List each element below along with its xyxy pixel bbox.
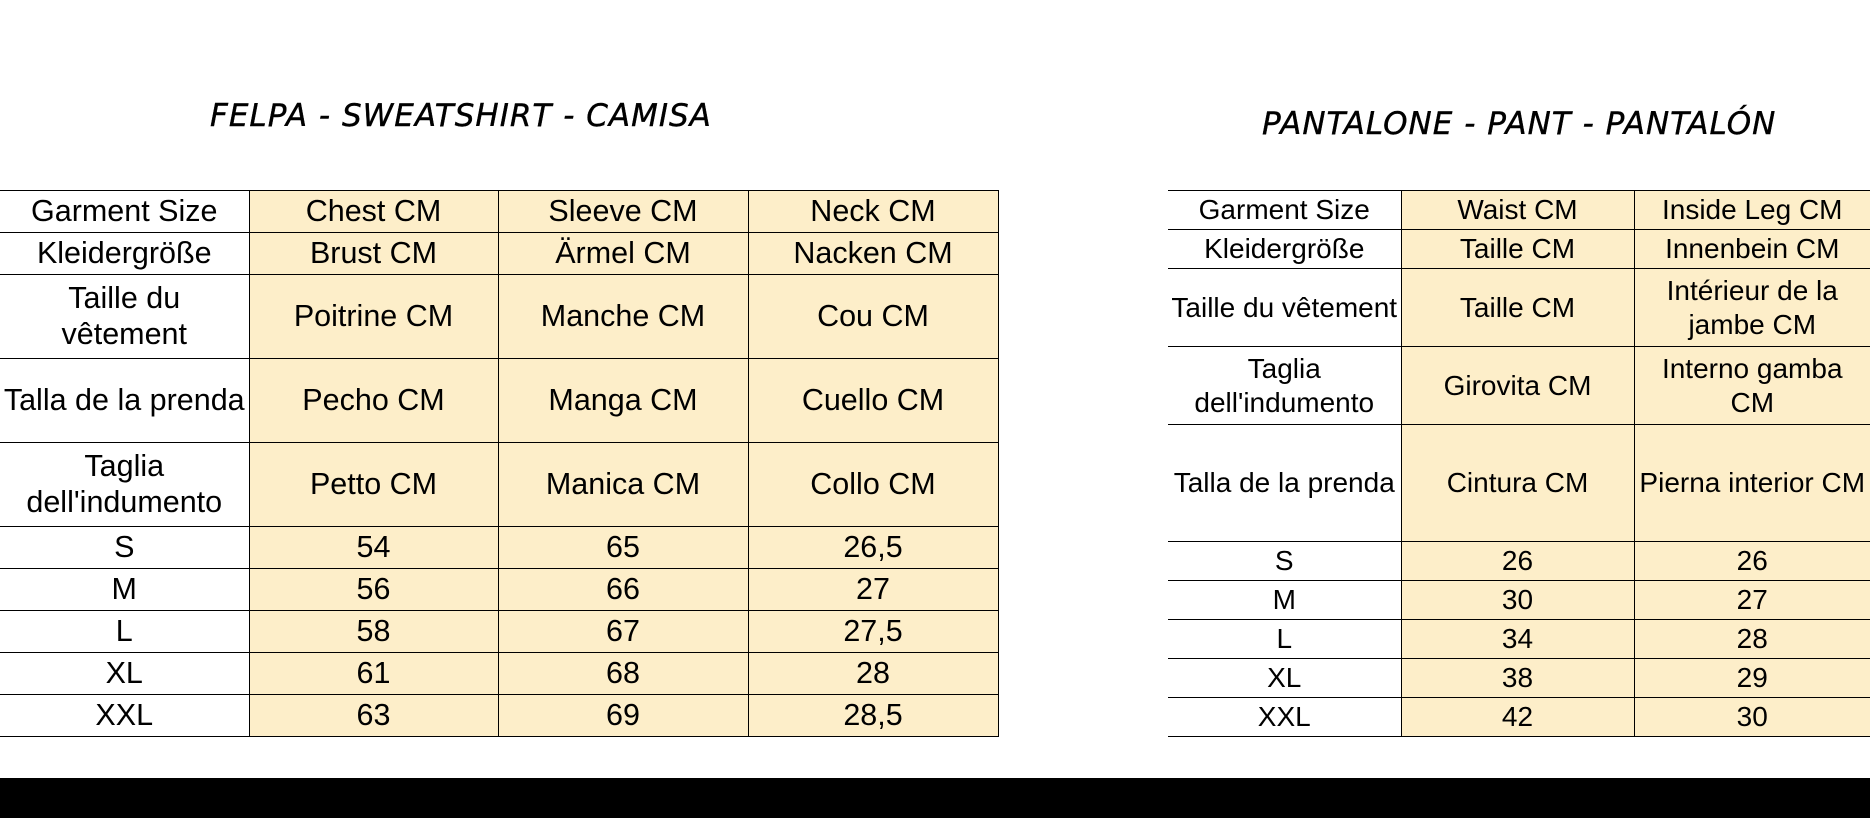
sweatshirt-size-table — [0, 190, 999, 737]
header-cell: Neck CM — [748, 191, 998, 233]
size-cell: XXL — [0, 695, 249, 737]
value-cell: 67 — [498, 611, 748, 653]
value-cell: 42 — [1401, 698, 1634, 737]
header-cell: Taille CM — [1401, 230, 1634, 269]
value-cell: 63 — [249, 695, 498, 737]
header-cell: Poitrine CM — [249, 275, 498, 359]
value-cell: 27 — [748, 569, 998, 611]
table-row — [0, 653, 998, 695]
value-cell: 26 — [1634, 542, 1870, 581]
header-cell: Interno gamba CM — [1634, 347, 1870, 425]
header-cell: Manica CM — [498, 443, 748, 527]
pant-size-table — [1168, 190, 1870, 737]
header-cell: Garment Size — [0, 191, 249, 233]
header-cell: Cuello CM — [748, 359, 998, 443]
value-cell: 26,5 — [748, 527, 998, 569]
header-cell: Inside Leg CM — [1634, 191, 1870, 230]
header-cell: Talla de la prenda — [0, 359, 249, 443]
table-row — [1168, 581, 1870, 620]
header-cell: Collo CM — [748, 443, 998, 527]
size-cell: XXL — [1168, 698, 1401, 737]
header-cell: Garment Size — [1168, 191, 1401, 230]
size-cell: S — [1168, 542, 1401, 581]
table-header-row — [0, 359, 998, 443]
value-cell: 69 — [498, 695, 748, 737]
pant-title: PANTALONE - PANT - PANTALÓN — [1262, 106, 1777, 142]
table-header-row — [0, 191, 998, 233]
value-cell: 66 — [498, 569, 748, 611]
table-row — [0, 695, 998, 737]
header-cell: Taille du vêtement — [0, 275, 249, 359]
value-cell: 38 — [1401, 659, 1634, 698]
table-row — [1168, 698, 1870, 737]
header-cell: Girovita CM — [1401, 347, 1634, 425]
header-cell: Innenbein CM — [1634, 230, 1870, 269]
value-cell: 61 — [249, 653, 498, 695]
value-cell: 65 — [498, 527, 748, 569]
value-cell: 28,5 — [748, 695, 998, 737]
header-cell: Brust CM — [249, 233, 498, 275]
table-row — [1168, 620, 1870, 659]
size-cell: XL — [0, 653, 249, 695]
table-header-row — [1168, 425, 1870, 542]
size-cell: L — [0, 611, 249, 653]
table-row — [0, 569, 998, 611]
size-cell: XL — [1168, 659, 1401, 698]
table-row — [1168, 659, 1870, 698]
size-cell: S — [0, 527, 249, 569]
value-cell: 30 — [1401, 581, 1634, 620]
table-row — [0, 527, 998, 569]
value-cell: 28 — [1634, 620, 1870, 659]
value-cell: 27,5 — [748, 611, 998, 653]
table-row — [0, 611, 998, 653]
header-cell: Intérieur de la jambe CM — [1634, 269, 1870, 347]
value-cell: 68 — [498, 653, 748, 695]
table-header-row — [0, 275, 998, 359]
table-header-row — [1168, 230, 1870, 269]
table-row — [1168, 542, 1870, 581]
table-header-row — [1168, 269, 1870, 347]
table-header-row — [1168, 191, 1870, 230]
value-cell: 26 — [1401, 542, 1634, 581]
sweatshirt-title: FELPA - SWEATSHIRT - CAMISA — [210, 98, 712, 134]
value-cell: 27 — [1634, 581, 1870, 620]
value-cell: 58 — [249, 611, 498, 653]
header-cell: Taille du vêtement — [1168, 269, 1401, 347]
header-cell: Cou CM — [748, 275, 998, 359]
bottom-bar — [0, 778, 1870, 818]
header-cell: Taglia dell'indumento — [0, 443, 249, 527]
header-cell: Waist CM — [1401, 191, 1634, 230]
value-cell: 30 — [1634, 698, 1870, 737]
header-cell: Talla de la prenda — [1168, 425, 1401, 542]
header-cell: Taglia dell'indumento — [1168, 347, 1401, 425]
size-cell: M — [0, 569, 249, 611]
value-cell: 29 — [1634, 659, 1870, 698]
size-cell: L — [1168, 620, 1401, 659]
header-cell: Pecho CM — [249, 359, 498, 443]
header-cell: Nacken CM — [748, 233, 998, 275]
header-cell: Pierna interior CM — [1634, 425, 1870, 542]
value-cell: 54 — [249, 527, 498, 569]
header-cell: Cintura CM — [1401, 425, 1634, 542]
header-cell: Chest CM — [249, 191, 498, 233]
table-header-row — [0, 233, 998, 275]
header-cell: Petto CM — [249, 443, 498, 527]
header-cell: Ärmel CM — [498, 233, 748, 275]
size-cell: M — [1168, 581, 1401, 620]
value-cell: 28 — [748, 653, 998, 695]
header-cell: Sleeve CM — [498, 191, 748, 233]
header-cell: Taille CM — [1401, 269, 1634, 347]
header-cell: Kleidergröße — [1168, 230, 1401, 269]
value-cell: 34 — [1401, 620, 1634, 659]
value-cell: 56 — [249, 569, 498, 611]
header-cell: Manche CM — [498, 275, 748, 359]
header-cell: Kleidergröße — [0, 233, 249, 275]
table-header-row — [1168, 347, 1870, 425]
table-header-row — [0, 443, 998, 527]
header-cell: Manga CM — [498, 359, 748, 443]
